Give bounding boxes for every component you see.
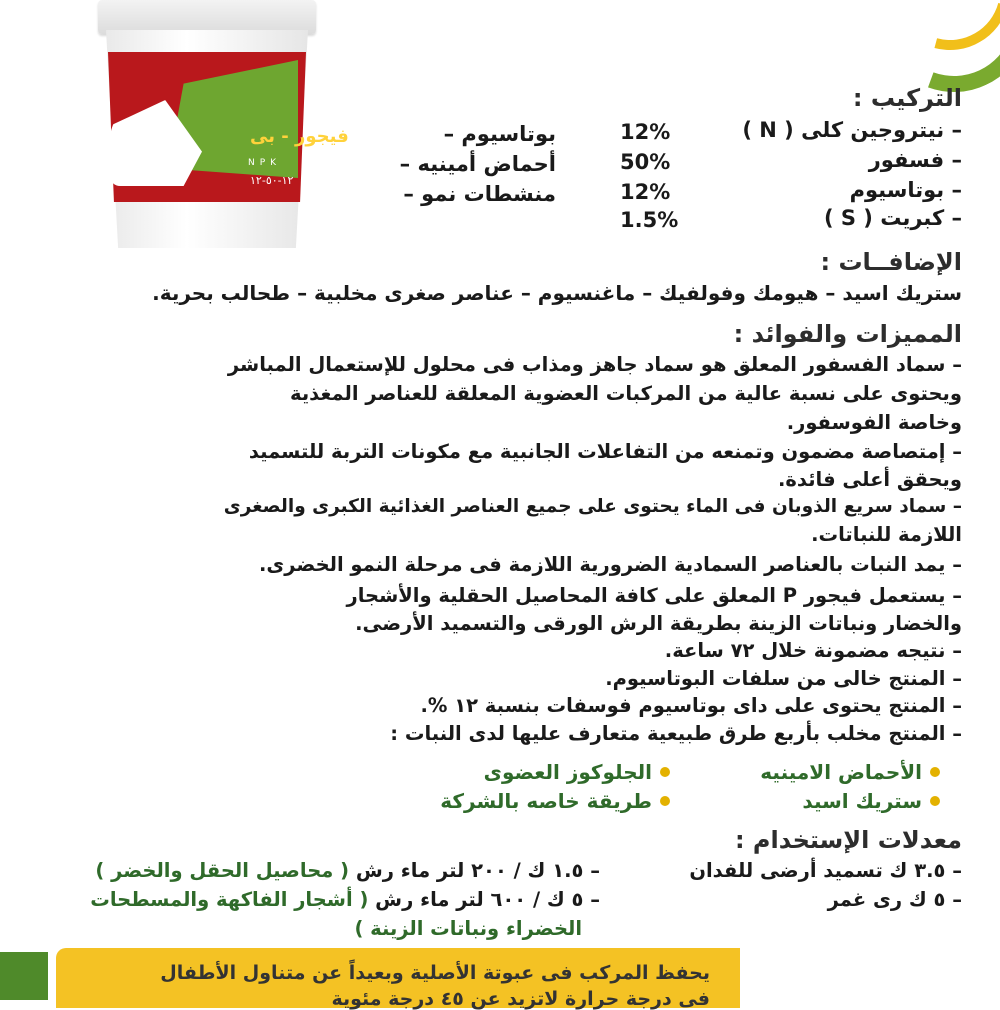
bullet-text: ستريك اسيد	[802, 789, 922, 813]
usage-item-soil: – ٣.٥ ك تسميد أرضى للفدان	[689, 859, 962, 882]
bullet-item	[760, 760, 940, 784]
composition-extra-growth-stimulants: منشطات نمو –	[403, 182, 556, 206]
composition-value-nitrogen: 12%	[620, 120, 671, 144]
composition-extra-potassium: بوتاسيوم –	[443, 122, 556, 146]
bullet-text: طريقة خاصه بالشركة	[440, 789, 652, 813]
usage-spray-line	[95, 859, 600, 882]
feature-line: – يمد النبات بالعناصر السمادية الضرورية اللازمة فى مرحلة النمو الخضرى.	[258, 553, 962, 576]
feature-line: – يستعمل فيجور P المعلق على كافة المحاصيل الحقلية والأشجار	[346, 584, 962, 607]
usage-spray-rate: – ٥ ك / ٦٠٠ لتر ماء رش	[375, 888, 600, 911]
composition-item-potassium: – بوتاسيوم	[849, 178, 962, 202]
usage-spray-crop-continued: الخضراء ونباتات الزينة )	[354, 917, 582, 940]
feature-line: – إمتصاصة مضمون وتمنعه من التفاعلات الجانبية مع مكونات التربة للتسميد	[248, 440, 962, 463]
bullet-dot-icon	[930, 796, 940, 806]
feature-line: – المنتج مخلب بأربع طرق طبيعية متعارف عليها لدى النبات :	[390, 722, 962, 745]
feature-line: ويحتوى على نسبة عالية من المركبات العضوية المعلقة للعناصر المغذية	[290, 382, 962, 405]
composition-item-phosphorus: – فسفور	[868, 148, 962, 172]
usage-spray-rate: – ١.٥ ك / ٢٠٠ لتر ماء رش	[355, 859, 600, 882]
bullet-item	[440, 789, 670, 813]
composition-extra-amino-acids: أحماض أمينيه –	[399, 152, 556, 176]
composition-heading: التركيب :	[852, 84, 962, 112]
composition-value-sulfur: 1.5%	[620, 208, 679, 232]
feature-line: وخاصة الفوسفور.	[786, 411, 962, 434]
composition-value-phosphorus: 50%	[620, 150, 671, 174]
composition-value-potassium: 12%	[620, 180, 671, 204]
feature-line: – سماد سريع الذوبان فى الماء يحتوى على جميع العناصر الغذائية الكبرى والصغرى	[223, 496, 962, 517]
footer-temperature-note: فى درجة حرارة لاتزيد عن ٤٥ درجة مئوية	[331, 988, 710, 1010]
additions-text: ستريك اسيد – هيومك وفولفيك – ماغنسيوم – عناصر صغرى مخلبية – طحالب بحرية.	[152, 281, 962, 305]
usage-heading: معدلات الإستخدام :	[734, 826, 962, 854]
bullet-text: الأحماض الامينيه	[760, 760, 922, 784]
footer-storage-note: يحفظ المركب فى عبوتة الأصلية وبعيداً عن متناول الأطفال	[160, 962, 710, 984]
feature-line: ويحقق أعلى فائدة.	[778, 468, 962, 491]
usage-spray-crop: ( أشجار الفاكهة والمسطحات	[90, 888, 369, 911]
bullet-item	[802, 789, 940, 813]
bullet-item	[484, 760, 670, 784]
feature-line: – المنتج خالى من سلفات البوتاسيوم.	[605, 667, 962, 690]
feature-line: اللازمة للنباتات.	[811, 523, 962, 546]
usage-spray-line	[90, 888, 600, 911]
bullet-dot-icon	[930, 767, 940, 777]
bullet-text: الجلوكوز العضوى	[483, 760, 652, 784]
product-logo: فيجور - بى	[250, 126, 349, 147]
features-heading: المميزات والفوائد :	[733, 320, 962, 348]
feature-line: – نتيجه مضمونة خلال ٧٢ ساعة.	[664, 639, 962, 662]
product-bucket-image	[98, 0, 349, 250]
composition-item-nitrogen: – نيتروجين كلى ( N )	[742, 118, 962, 142]
feature-line: – المنتج يحتوى على داى بوتاسيوم فوسفات بنسبة ١٢ %.	[420, 694, 962, 717]
product-formula: ١٢-٥٠-١٢	[250, 174, 294, 187]
bucket-lid	[98, 0, 316, 34]
composition-item-sulfur: – كبريت ( S )	[823, 206, 962, 230]
additions-heading: الإضافــات :	[820, 248, 962, 276]
footer-green-accent	[0, 952, 48, 1000]
feature-line: – سماد الفسفور المعلق هو سماد جاهز ومذاب فى محلول للإستعمال المباشر	[227, 353, 962, 376]
usage-item-flood: – ٥ ك رى غمر	[827, 888, 962, 911]
usage-spray-crop: ( محاصيل الحقل والخضر )	[95, 859, 350, 882]
bullet-dot-icon	[660, 767, 670, 777]
product-npk: NPK	[248, 158, 282, 168]
feature-line: والخضار ونباتات الزينة بطريقة الرش الورقى والتسميد الأرضى.	[355, 612, 962, 635]
bullet-dot-icon	[660, 796, 670, 806]
